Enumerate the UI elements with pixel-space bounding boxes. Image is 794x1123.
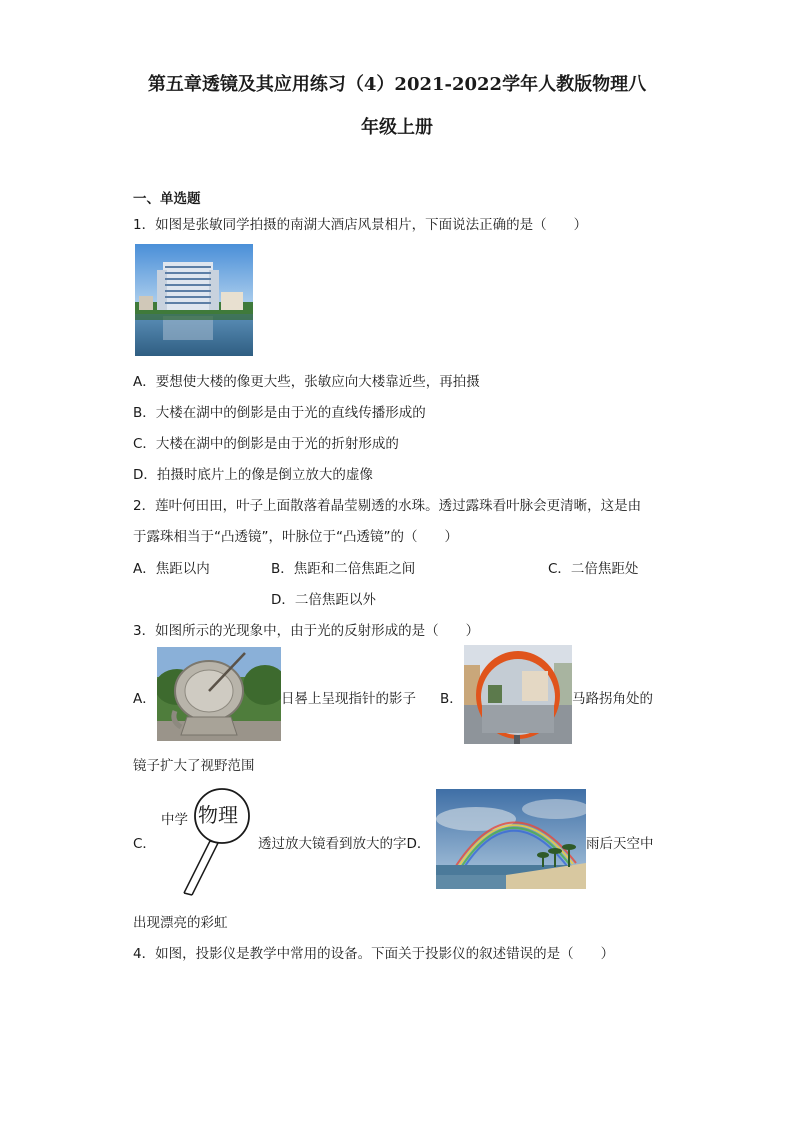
q2-option-d: D．二倍焦距以外	[271, 592, 376, 608]
q3-option-c-label: C．	[133, 836, 156, 852]
q1-option-d: D．拍摄时底片上的像是倒立放大的虚像	[133, 467, 373, 483]
q2-option-b: B．焦距和二倍焦距之间	[271, 561, 416, 577]
q3-option-c-text: 透过放大镜看到放大的字D．	[258, 836, 431, 852]
q1-option-c: C．大楼在湖中的倒影是由于光的折射形成的	[133, 436, 399, 452]
q1-option-b: B．大楼在湖中的倒影是由于光的直线传播形成的	[133, 405, 426, 421]
magnifier-small-text: 中学	[161, 812, 188, 828]
hotel-photo	[135, 244, 253, 356]
q3-option-b-label: B．	[440, 691, 463, 707]
q3-option-b-continued: 镜子扩大了视野范围	[133, 758, 255, 774]
q3-option-d-continued: 出现漂亮的彩虹	[133, 915, 228, 931]
q2-option-a: A．焦距以内	[133, 561, 210, 577]
section-heading: 一、单选题	[133, 191, 201, 207]
q3-option-a-label: A．	[133, 691, 156, 707]
q3-option-b-text: 马路拐角处的	[572, 691, 653, 707]
q3-stem: 3．如图所示的光现象中，由于光的反射形成的是（ ）	[133, 623, 480, 639]
convex-mirror-photo	[464, 645, 572, 744]
q4-stem: 4．如图，投影仪是教学中常用的设备。下面关于投影仪的叙述错误的是（ ）	[133, 946, 615, 962]
rainbow-photo	[436, 789, 586, 889]
q3-option-a-text: 日晷上呈现指针的影子	[281, 691, 416, 707]
q3-option-d-text: 雨后天空中	[586, 836, 654, 852]
document-title-line1: 第五章透镜及其应用练习（4）2021-2022学年人教版物理八	[147, 74, 647, 95]
magnifier-big-text: 物理	[198, 803, 238, 827]
q1-stem: 1．如图是张敏同学拍摄的南湖大酒店风景相片，下面说法正确的是（ ）	[133, 217, 588, 233]
q2-stem-line2: 于露珠相当于“凸透镜”，叶脉位于“凸透镜”的（ ）	[133, 529, 458, 545]
sundial-photo	[157, 647, 281, 741]
q1-option-a: A．要想使大楼的像更大些，张敏应向大楼靠近些，再拍摄	[133, 374, 480, 390]
q2-stem-line1: 2．莲叶何田田，叶子上面散落着晶莹剔透的水珠。透过露珠看叶脉会更清晰，这是由	[133, 498, 642, 514]
magnifier-figure	[158, 785, 258, 897]
document-title-line2: 年级上册	[361, 117, 433, 138]
q2-option-c: C．二倍焦距处	[548, 561, 639, 577]
